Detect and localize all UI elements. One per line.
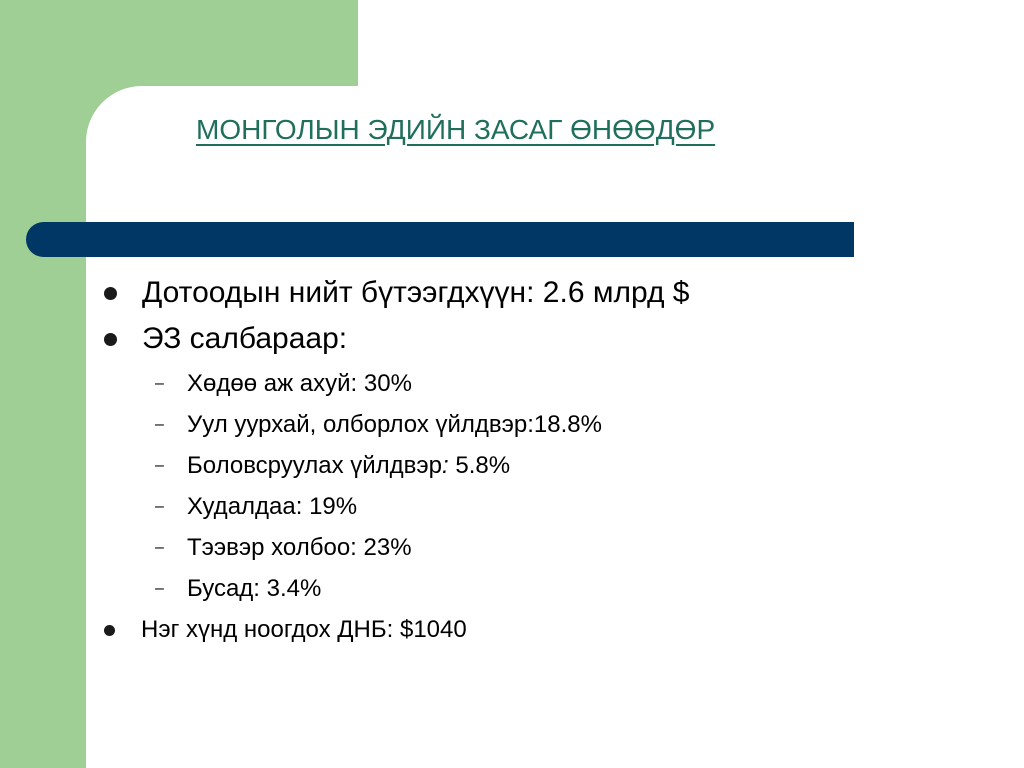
sub-item-text: Уул уурхай, олборлох үйлдвэр:18.8%	[187, 411, 602, 438]
sub-item-text-label: Боловсруулах үйлдвэр	[187, 452, 442, 479]
bullet-item-gdp-per-capita	[104, 616, 467, 644]
bullet-text: ЭЗ салбараар:	[142, 322, 348, 355]
sub-item-text	[187, 452, 510, 480]
title-divider-bar	[26, 222, 854, 257]
slide-title: МОНГОЛЫН ЭДИЙН ЗАСАГ ӨНӨӨДӨР	[196, 114, 716, 145]
dash-icon: –	[155, 498, 164, 515]
sub-item-trade	[155, 493, 357, 521]
dash-icon: –	[155, 580, 164, 597]
sub-item-text: Хөдөө аж ахуй: 30%	[187, 370, 412, 397]
bullet-text: Нэг хүнд ноогдох ДНБ: $1040	[141, 616, 467, 643]
bullet-item-sectors	[104, 322, 347, 356]
sub-item-text-value: 5.8%	[448, 452, 511, 479]
sub-item-transport	[155, 534, 412, 562]
sub-item-text: Худалдаа: 19%	[187, 493, 358, 520]
bullet-dot-icon	[104, 287, 117, 300]
dash-icon: –	[155, 416, 164, 433]
dash-icon: –	[155, 457, 164, 474]
dash-icon: –	[155, 539, 164, 556]
sub-item-colon: :	[442, 452, 449, 479]
sub-item-other	[155, 575, 321, 603]
sub-item-manufacturing	[155, 452, 510, 480]
dash-icon: –	[155, 375, 164, 392]
bullet-dot-icon	[104, 625, 115, 636]
sub-item-text: Тээвэр холбоо: 23%	[187, 534, 412, 561]
sub-item-text: Бусад: 3.4%	[187, 575, 322, 602]
bullet-text: Дотоодын нийт бүтээгдхүүн: 2.6 млрд $	[142, 276, 690, 309]
sub-item-agriculture	[155, 370, 412, 398]
bullet-item-gdp	[104, 276, 690, 310]
bullet-dot-icon	[104, 333, 117, 346]
sub-item-mining	[155, 411, 602, 439]
